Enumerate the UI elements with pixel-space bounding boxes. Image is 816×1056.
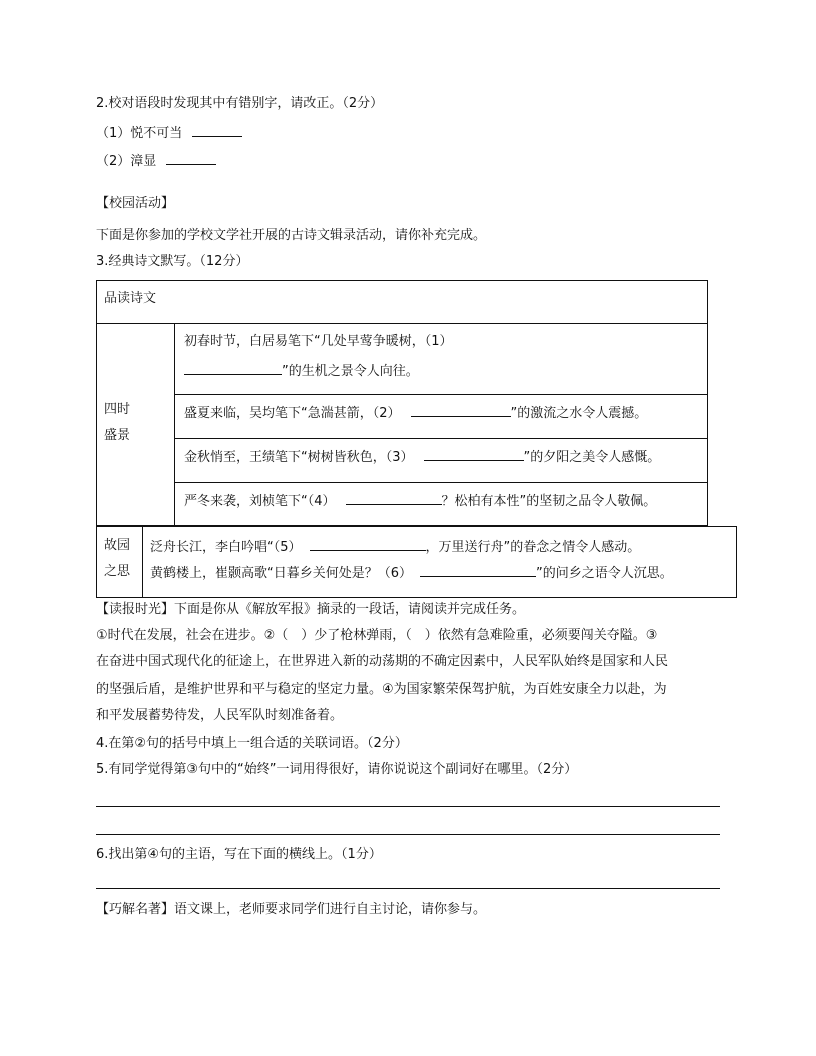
spring-answer-row: [184, 360, 419, 382]
q5-answer-line-1[interactable]: [96, 806, 720, 807]
winter-prompt: 严冬来袭，刘桢笔下“（4）: [184, 494, 336, 509]
homeland-row-1: [150, 536, 640, 558]
table-divider: [142, 526, 143, 598]
seasons-label-line-2: 盛景: [104, 428, 131, 443]
q2-item-1-label: （1）悦不可当: [96, 126, 183, 141]
table-header: 品读诗文: [104, 291, 157, 306]
homeland-2-answer-blank[interactable]: [420, 562, 536, 577]
q6-title: 6.找出第④句的主语，写在下面的横线上。（1分）: [96, 847, 382, 862]
summer-answer-blank[interactable]: [411, 402, 511, 417]
reading-intro: 【读报时光】下面是你从《解放军报》摘录的一段话，请阅读并完成任务。: [96, 602, 526, 617]
winter-prompt-end: ？松柏有本性”的坚韧之品令人敬佩。: [441, 494, 657, 509]
homeland-1-answer-blank[interactable]: [310, 536, 426, 551]
winter-row: [184, 490, 656, 512]
classics-intro: 【巧解名著】语文课上，老师要求同学们进行自主讨论，请你参与。: [96, 902, 487, 917]
homeland-1-prompt: 泛舟长江，李白吟唱“（5）: [150, 540, 302, 555]
q3-title: 3.经典诗文默写。（12分）: [96, 254, 249, 269]
q2-item-1: [96, 122, 242, 144]
homeland-2-prompt-end: ”的问乡之语令人沉思。: [536, 566, 673, 581]
q2-item-2: [96, 150, 216, 172]
campus-intro: 下面是你参加的学校文学社开展的古诗文辑录活动，请你补充完成。: [96, 228, 487, 243]
q5-title: 5.有同学觉得第③句中的“始终”一词用得很好，请你说说这个副词好在哪里。（2分）: [96, 762, 578, 777]
table-divider: [174, 394, 708, 395]
reading-passage-line-2: 在奋进中国式现代化的征途上，在世界进入新的动荡期的不确定因素中，人民军队始终是国家和人民: [96, 654, 669, 669]
spring-prompt: 初春时节，白居易笔下“几处早莺争暖树，（1）: [184, 334, 453, 349]
table-divider: [174, 482, 708, 483]
homeland-1-prompt-end: ，万里送行舟”的眷念之情令人感动。: [425, 540, 641, 555]
summer-row: [184, 402, 647, 424]
campus-heading: 【校园活动】: [96, 196, 175, 211]
homeland-row-2: [150, 562, 673, 584]
spring-answer-blank[interactable]: [184, 360, 282, 375]
reading-passage-line-1: ①时代在发展，社会在进步。②（ ）少了枪林弹雨，（ ）依然有急难险重，必须要闯关夺隘。③: [96, 628, 658, 643]
q6-answer-line[interactable]: [96, 888, 720, 889]
seasons-label-line-1: 四时: [104, 402, 131, 417]
homeland-label-line-1: 故园: [104, 538, 131, 553]
autumn-answer-blank[interactable]: [424, 446, 524, 461]
autumn-prompt-end: ”的夕阳之美令人感慨。: [523, 450, 661, 465]
homeland-label-line-2: 之思: [104, 564, 131, 579]
spring-prompt-end: ”的生机之景令人向往。: [282, 364, 419, 379]
q4-title: 4.在第②句的括号中填上一组合适的关联词语。（2分）: [96, 736, 408, 751]
q2-title: 2.校对语段时发现其中有错别字，请改正。（2分）: [96, 96, 384, 111]
homeland-2-prompt: 黄鹤楼上，崔颢高歌“日暮乡关何处是？（6）: [150, 566, 413, 581]
autumn-prompt: 金秋悄至，王绩笔下“树树皆秋色，（3）: [184, 450, 414, 465]
reading-passage-line-4: 和平发展蓄势待发，人民军队时刻准备着。: [96, 708, 344, 723]
q2-item-1-answer-blank[interactable]: [192, 122, 242, 137]
reading-passage-line-3: 的坚强后盾，是维护世界和平与稳定的坚定力量。④为国家繁荣保驾护航，为百姓安康全力以赴，为: [96, 682, 667, 697]
table-divider: [174, 438, 708, 439]
table-divider: [96, 323, 708, 324]
q2-item-2-answer-blank[interactable]: [166, 150, 216, 165]
q2-item-2-label: （2）漳显: [96, 154, 157, 169]
summer-prompt-end: ”的激流之水令人震撼。: [510, 406, 648, 421]
winter-answer-blank[interactable]: [346, 490, 442, 505]
q5-answer-line-2[interactable]: [96, 834, 720, 835]
table-divider: [174, 323, 175, 526]
summer-prompt: 盛夏来临，吴均笔下“急湍甚箭，（2）: [184, 406, 401, 421]
autumn-row: [184, 446, 660, 468]
